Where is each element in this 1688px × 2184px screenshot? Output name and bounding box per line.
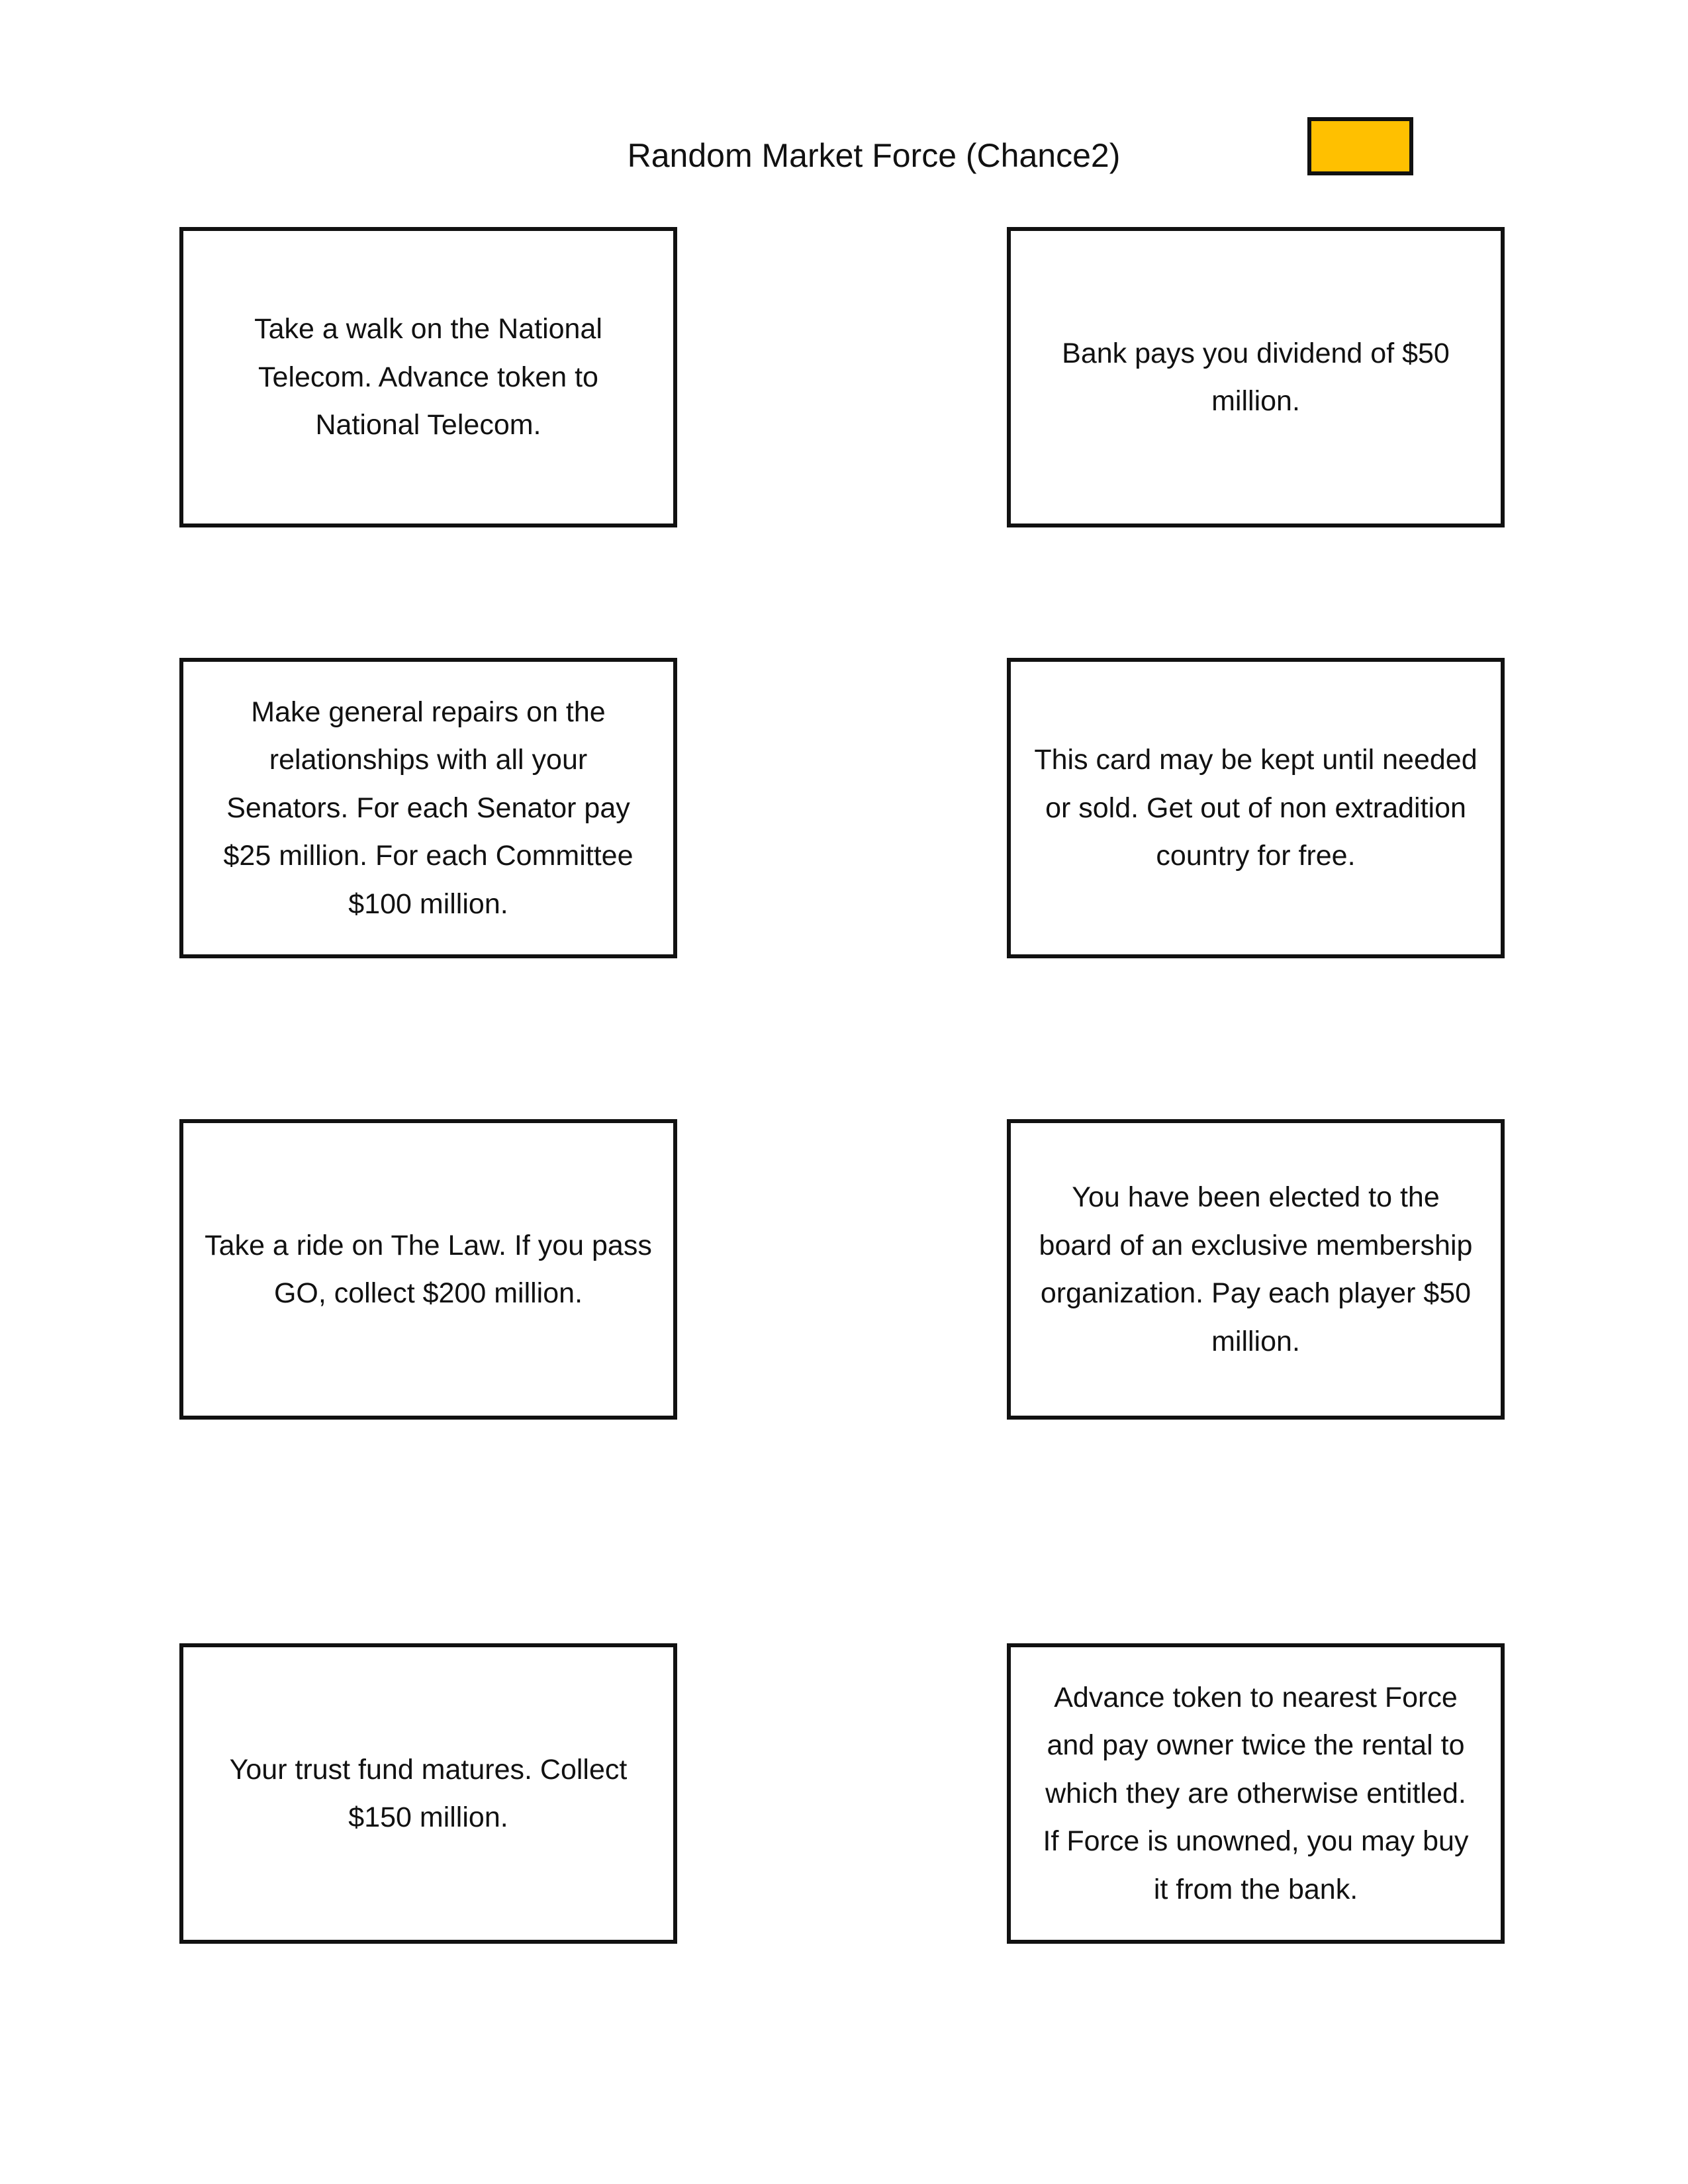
card-line: Your trust fund matures. Collect [229,1753,628,1786]
chance-card [179,1643,677,1944]
card-line: it from the bank. [1153,1873,1358,1905]
card-text [1039,1173,1473,1365]
chance-card [1007,658,1505,958]
card-line: Take a walk on the National [254,313,602,345]
card-text [224,688,633,929]
card-line: $100 million. [348,887,508,920]
card-line: National Telecom. [315,409,541,441]
card-line: which they are otherwise entitled. [1045,1777,1466,1809]
card-line: This card may be kept until needed [1034,744,1477,776]
card-line: $150 million. [348,1801,508,1833]
card-text [254,305,602,449]
card-line: or sold. Get out of non extradition [1045,792,1466,824]
card-line: country for free. [1156,840,1356,872]
chance-card [1007,227,1505,527]
card-line: Make general repairs on the [251,696,606,728]
card-line: Bank pays you dividend of $50 [1062,337,1450,369]
card-line: Telecom. Advance token to [258,361,598,393]
card-line: relationships with all your [269,744,588,776]
card-line: You have been elected to the [1072,1181,1440,1213]
chance-card [1007,1119,1505,1420]
card-line: Advance token to nearest Force [1054,1681,1458,1713]
card-line: million. [1211,385,1300,417]
card-text [205,1222,652,1318]
chance-card [179,227,677,527]
card-line: organization. Pay each player $50 [1040,1277,1472,1309]
color-swatch [1307,117,1413,175]
card-line: and pay owner twice the rental to [1047,1729,1465,1762]
card-line: If Force is unowned, you may buy [1043,1825,1469,1858]
card-line: board of an exclusive membership [1039,1229,1473,1261]
card-line: million. [1211,1325,1300,1357]
chance-card [179,1119,677,1420]
card-line: $25 million. For each Committee [223,840,633,872]
card-line: Take a ride on The Law. If you pass [205,1229,652,1261]
card-text [1034,736,1477,880]
card-text [1043,1674,1469,1914]
page-title: Random Market Force (Chance2) [627,137,1121,174]
card-line: Senators. For each Senator pay [226,792,630,824]
card-text [230,1746,628,1842]
card-line: GO, collect $200 million. [273,1277,583,1309]
chance-card [179,658,677,958]
card-text [1062,330,1450,426]
chance-card [1007,1643,1505,1944]
